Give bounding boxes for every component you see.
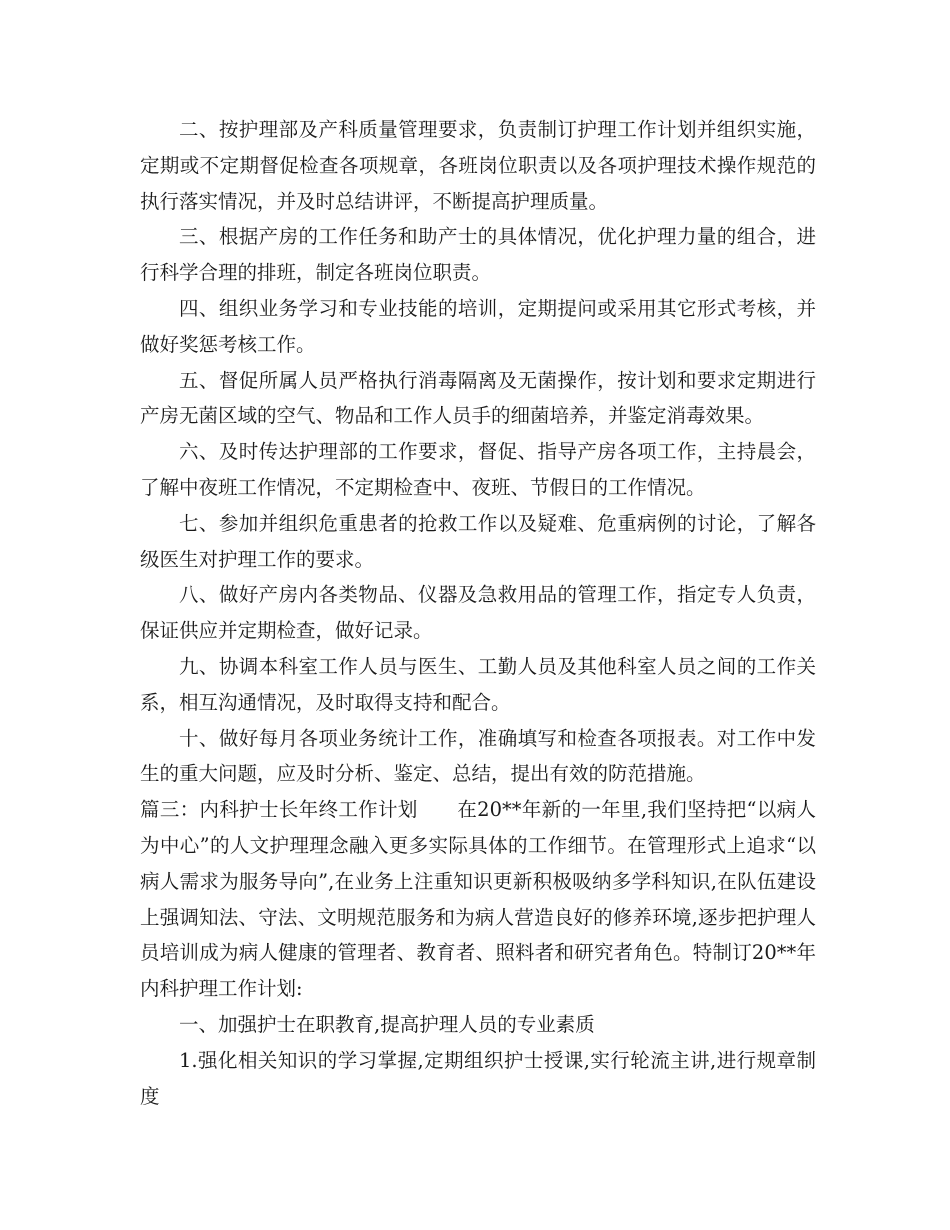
- paragraph-item-6: 六、及时传达护理部的工作要求，督促、指导产房各项工作，主持晨会，了解中夜班工作情况，不定期检查中、夜班、节假日的工作情况。: [140, 440, 816, 499]
- paragraph-item-5: 五、督促所属人员严格执行消毒隔离及无菌操作，按计划和要求定期进行产房无菌区域的空气、物品和工作人员手的细菌培养，并鉴定消毒效果。: [140, 368, 816, 428]
- paragraph-item-7: 七、参加并组织危重患者的抢救工作以及疑难、危重病例的讨论，了解各级医生对护理工作的要求。: [140, 511, 816, 571]
- paragraph-item-4: 四、组织业务学习和专业技能的培训，定期提问或采用其它形式考核，并做好奖惩考核工作。: [140, 296, 816, 356]
- list-item-1: 1.强化相关知识的学习掌握,定期组织护士授课,实行轮流主讲,进行规章制度: [140, 1048, 816, 1108]
- document-body: [140, 112, 816, 1114]
- paragraph-item-2: 二、按护理部及产科质量管理要求，负责制订护理工作计划并组织实施，定期或不定期督促检查各项规章，各班岗位职责以及各项护理技术操作规范的执行落实情况，并及时总结讲评，不断提高护理质量。: [140, 118, 816, 213]
- paragraph-item-9: 九、协调本科室工作人员与医生、工勤人员及其他科室人员之间的工作关系，相互沟通情况，及时取得支持和配合。: [140, 654, 816, 714]
- paragraph-item-3: 三、根据产房的工作任务和助产士的具体情况，优化护理力量的组合，进行科学合理的排班，制定各班岗位职责。: [140, 225, 816, 285]
- section-three-paragraph: 篇三：内科护士长年终工作计划 在20**年新的一年里,我们坚持把“以病人为中心”的人文护理理念融入更多实际具体的工作细节。在管理形式上追求“以病人需求为服务导向”,在业务上注重知识更新积极吸纳多学科知识,在队伍建设上强调知法、守法、文明规范服务和为病人营造良好的修养环境,逐步把护理人员培训成为病人健康的管理者、教育者、照料者和研究者角色。特制订20**年内科护理工作计划:: [140, 798, 816, 1001]
- paragraph-item-10: 十、做好每月各项业务统计工作，准确填写和检查各项报表。对工作中发生的重大问题，应及时分析、鉴定、总结，提出有效的防范措施。: [140, 726, 816, 786]
- section-heading-1: 一、加强护士在职教育,提高护理人员的专业素质: [179, 1012, 595, 1036]
- paragraph-item-8: 八、做好产房内各类物品、仪器及急救用品的管理工作，指定专人负责，保证供应并定期检查，做好记录。: [140, 583, 816, 643]
